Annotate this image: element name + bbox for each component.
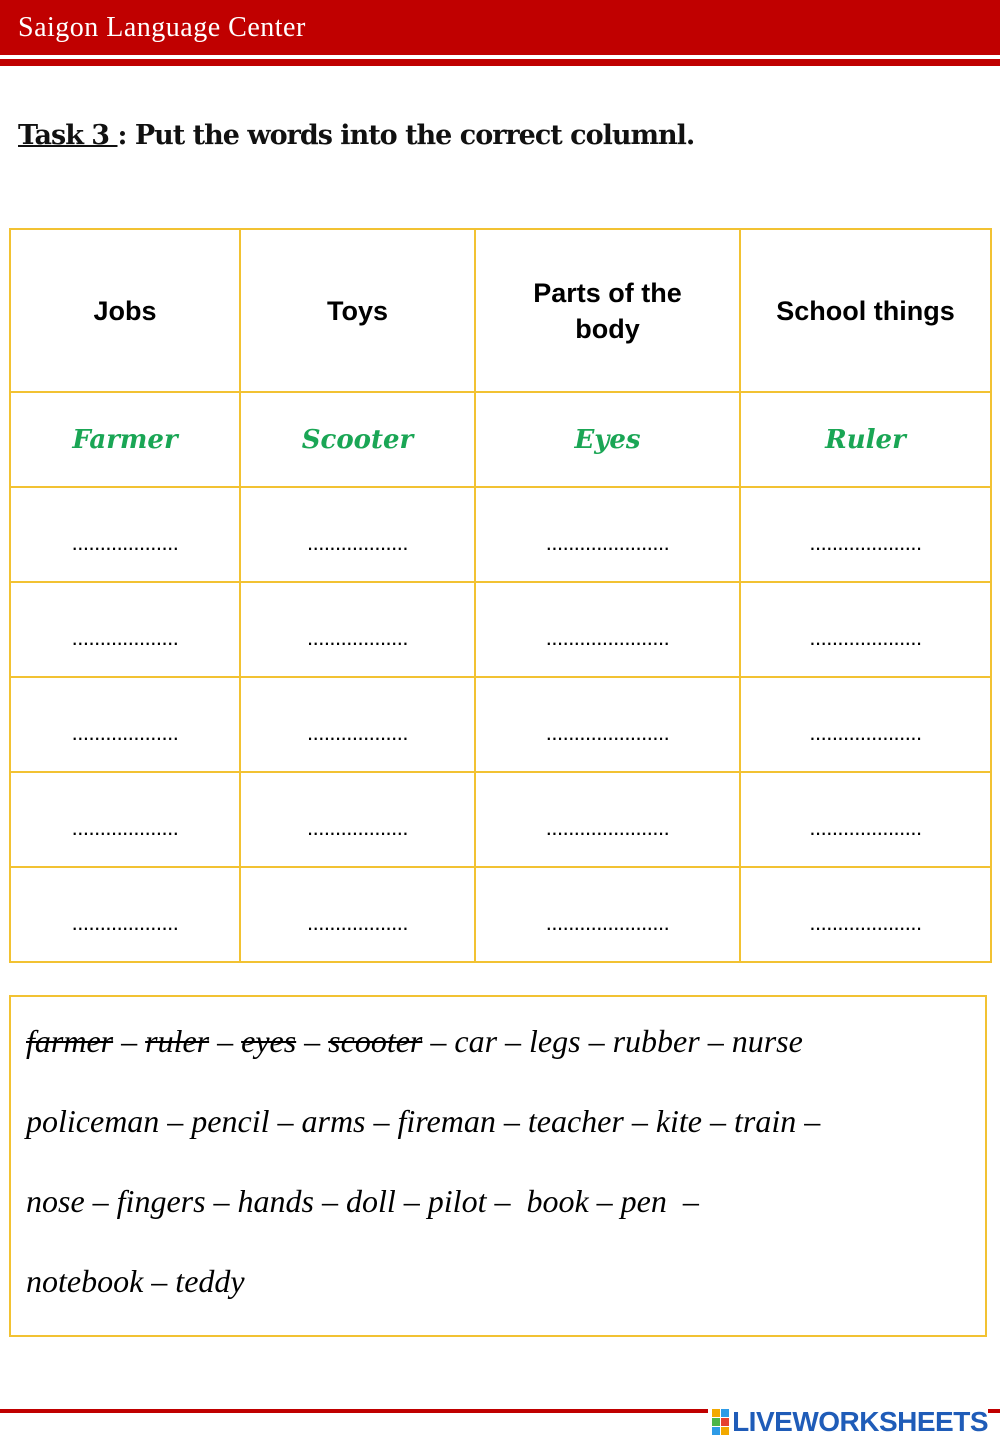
- blank-dots: ......................: [545, 529, 670, 555]
- brand-name: LIVEWORKSHEETS: [732, 1406, 988, 1437]
- answer-row: [10, 772, 991, 867]
- blank-dots: ...................: [71, 909, 179, 935]
- answer-blank[interactable]: [10, 487, 240, 582]
- blank-dots: ....................: [809, 909, 922, 935]
- answer-row: [10, 582, 991, 677]
- used-word: ruler: [145, 1023, 210, 1059]
- blank-dots: ......................: [545, 624, 670, 650]
- liveworksheets-logo[interactable]: [708, 1404, 988, 1440]
- blank-dots: ......................: [545, 814, 670, 840]
- liveworksheets-icon: [712, 1409, 729, 1435]
- column-header-body-parts-label: Parts of the body: [533, 277, 682, 344]
- blank-dots: ..................: [306, 814, 409, 840]
- used-word: eyes: [241, 1023, 297, 1059]
- word-bank: [9, 995, 987, 1337]
- word-bank-line-1: [26, 1023, 803, 1060]
- answer-blank[interactable]: [240, 677, 475, 772]
- answer-blank[interactable]: [240, 772, 475, 867]
- blank-dots: ....................: [809, 814, 922, 840]
- example-row: [10, 392, 991, 487]
- answer-blank[interactable]: [10, 582, 240, 677]
- word-separator: –: [209, 1023, 242, 1059]
- word-bank-line-2: policeman – pencil – arms – fireman – teacher – kite – train –: [26, 1103, 821, 1139]
- task-label: Task 3: [18, 120, 118, 151]
- answer-blank[interactable]: [475, 772, 740, 867]
- answer-blank[interactable]: [240, 487, 475, 582]
- header-divider: [0, 59, 1000, 66]
- blank-dots: ..................: [306, 529, 409, 555]
- example-toys: Scooter: [240, 392, 475, 487]
- blank-dots: ....................: [809, 719, 922, 745]
- blank-dots: ...................: [71, 529, 179, 555]
- answer-blank[interactable]: [475, 677, 740, 772]
- answer-row: [10, 677, 991, 772]
- answer-blank[interactable]: [740, 867, 991, 962]
- answer-blank[interactable]: [10, 677, 240, 772]
- blank-dots: ......................: [545, 719, 670, 745]
- remaining-words: – car – legs – rubber – nurse: [422, 1023, 803, 1059]
- header-row: [10, 229, 991, 392]
- blank-dots: ....................: [809, 624, 922, 650]
- column-header-jobs: Jobs: [10, 229, 240, 392]
- blank-dots: ...................: [71, 814, 179, 840]
- header-bar: [0, 0, 1000, 55]
- blank-dots: ...................: [71, 719, 179, 745]
- task-text: : Put the words into the correct columnl.: [117, 120, 695, 151]
- sorting-table: [9, 228, 992, 963]
- column-header-body-parts: [475, 229, 740, 392]
- example-school: Ruler: [740, 392, 991, 487]
- word-bank-line-4: notebook – teddy: [26, 1263, 245, 1299]
- answer-blank[interactable]: [240, 582, 475, 677]
- answer-blank[interactable]: [740, 677, 991, 772]
- answer-blank[interactable]: [740, 582, 991, 677]
- answer-blank[interactable]: [10, 867, 240, 962]
- blank-dots: ......................: [545, 909, 670, 935]
- answer-blank[interactable]: [740, 487, 991, 582]
- answer-blank[interactable]: [240, 867, 475, 962]
- example-jobs: Farmer: [10, 392, 240, 487]
- blank-dots: ...................: [71, 624, 179, 650]
- answer-row: [10, 867, 991, 962]
- blank-dots: ....................: [809, 529, 922, 555]
- blank-dots: ..................: [306, 719, 409, 745]
- answer-blank[interactable]: [475, 487, 740, 582]
- blank-dots: ..................: [306, 909, 409, 935]
- answer-blank[interactable]: [475, 867, 740, 962]
- blank-dots: ..................: [306, 624, 409, 650]
- answer-row: [10, 487, 991, 582]
- center-name: Saigon Language Center: [18, 12, 306, 43]
- word-bank-line-3: nose – fingers – hands – doll – pilot – book – pen –: [26, 1183, 699, 1219]
- word-separator: –: [296, 1023, 329, 1059]
- example-body: Eyes: [475, 392, 740, 487]
- used-word: scooter: [328, 1023, 423, 1059]
- column-header-school-things: School things: [740, 229, 991, 392]
- answer-blank[interactable]: [10, 772, 240, 867]
- answer-blank[interactable]: [740, 772, 991, 867]
- task-instruction: [18, 120, 694, 151]
- column-header-toys: Toys: [240, 229, 475, 392]
- used-word: farmer: [26, 1023, 114, 1059]
- word-separator: –: [113, 1023, 146, 1059]
- answer-blank[interactable]: [475, 582, 740, 677]
